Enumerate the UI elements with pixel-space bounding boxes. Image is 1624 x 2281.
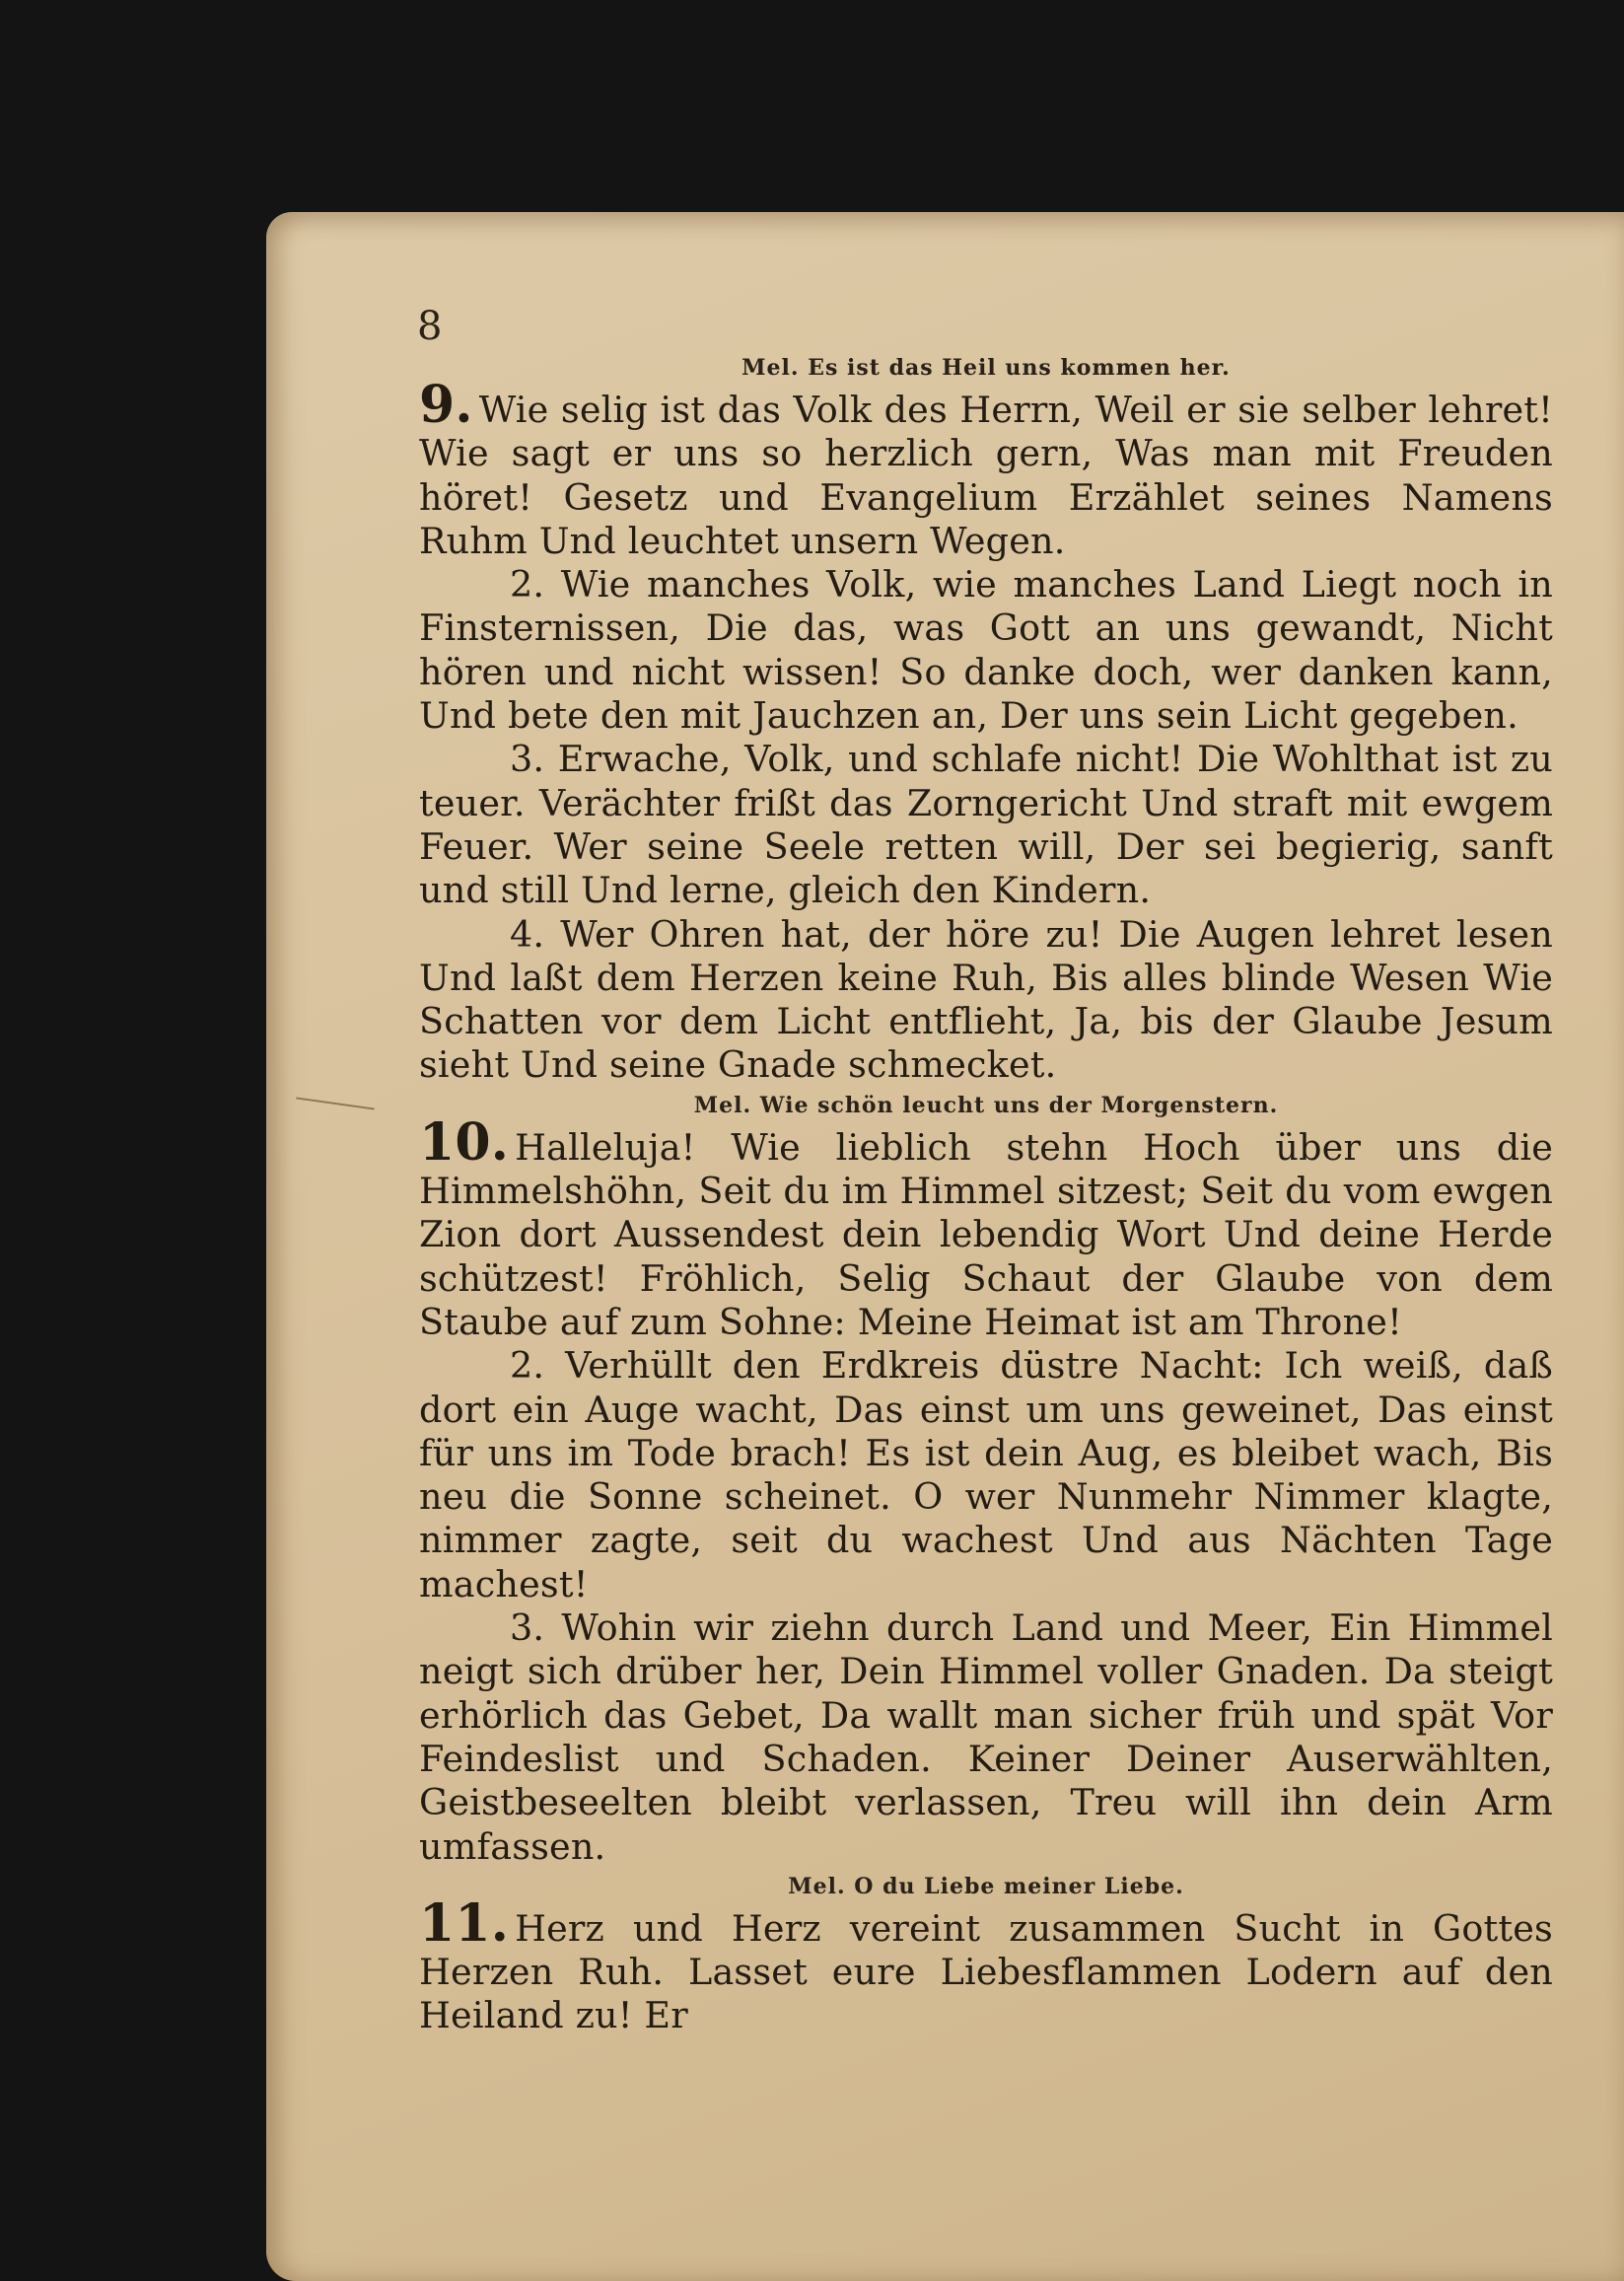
melody-line: Mel. Wie schön leucht uns der Morgenstern. bbox=[693, 1092, 1279, 1118]
hymn-first-verse bbox=[419, 1892, 1553, 2038]
verse-text: Wie selig ist das Volk des Herrn, Weil er sie selber lehret! Wie sagt er uns so herzlich gern, Was man mit Freuden höret! Gesetz und Evangelium Erzählet seines Namens Ruhm Und leuchtet unsern Wegen. bbox=[419, 389, 1553, 562]
melody-line: Mel. Es ist das Heil uns kommen her. bbox=[741, 355, 1231, 381]
hymn-number: 11. bbox=[419, 1892, 510, 1954]
verse-text: Herz und Herz vereint zusammen Sucht in Gottes Herzen Ruh. Lasset eure Liebesflammen Lodern auf den Heiland zu! Er bbox=[419, 1906, 1553, 2037]
melody-line: Mel. O du Liebe meiner Liebe. bbox=[788, 1873, 1184, 1899]
hymn-number: 10. bbox=[419, 1111, 510, 1173]
verse: 3. Erwache, Volk, und schlafe nicht! Die Wohlthat ist zu teuer. Verächter frißt das Zorngericht Und straft mit ewgem Feuer. Wer seine Seele retten will, Der sei begierig, sanft und still Und lerne, gleich den Kindern. bbox=[419, 738, 1553, 912]
verse: 4. Wer Ohren hat, der höre zu! Die Augen lehret lesen Und laßt dem Herzen keine Ruh, Bis alles blinde Wesen Wie Schatten vor dem Licht entflieht, Ja, bis der Glaube Jesum sieht Und seine Gnade schmecket. bbox=[419, 912, 1553, 1087]
page-text bbox=[419, 350, 1553, 2038]
hymn-number: 9. bbox=[419, 375, 473, 435]
hymn-11 bbox=[419, 1869, 1553, 2038]
hymn-first-verse bbox=[419, 1111, 1553, 1344]
hymn-10 bbox=[419, 1088, 1553, 1869]
verse: 3. Wohin wir ziehn durch Land und Meer, Ein Himmel neigt sich drüber her, Dein Himmel voller Gnaden. Da steigt erhörlich das Gebet, Da wallt man sicher früh und spät Vor Feindeslist und Schaden. Keiner Deiner Auserwählten, Geistbeseelten bleibt verlassen, Treu will ihn dein Arm umfassen. bbox=[419, 1606, 1553, 1868]
page-number: 8 bbox=[417, 304, 443, 349]
verse: 2. Verhüllt den Erdkreis düstre Nacht: Ich weiß, daß dort ein Auge wacht, Das einst um uns geweinet, Das einst für uns im Tode brach! Es ist dein Aug, es bleibet wach, Bis neu die Sonne scheinet. O wer Nunmehr Nimmer klagte, nimmer zagte, seit du wachest Und aus Nächten Tage machest! bbox=[419, 1344, 1553, 1605]
hymn-9 bbox=[419, 350, 1553, 1088]
verse-text: Halleluja! Wie lieblich stehn Hoch über uns die Himmelshöhn, Seit du im Himmel sitzest; Seit du vom ewgen Zion dort Aussendest dein lebendig Wort Und deine Herde schützest! Fröhlich, Selig Schaut der Glaube von dem Staube auf zum Sohne: Meine Heimat ist am Throne! bbox=[419, 1125, 1553, 1343]
verse: 2. Wie manches Volk, wie manches Land Liegt noch in Finsternissen, Die das, was Gott an uns gewandt, Nicht hören und nicht wissen! So danke doch, wer danken kann, Und bete den mit Jauchzen an, Der uns sein Licht gegeben. bbox=[419, 563, 1553, 738]
hymn-first-verse bbox=[419, 375, 1553, 563]
